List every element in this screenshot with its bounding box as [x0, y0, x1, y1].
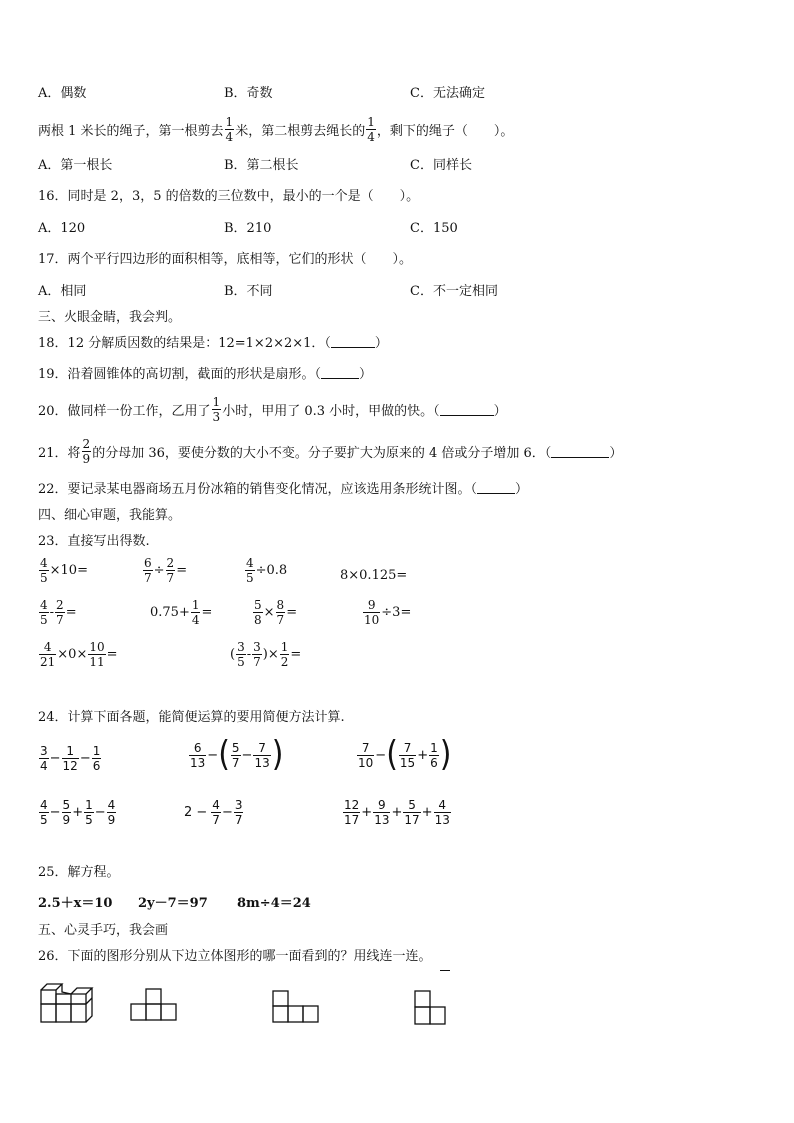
view-figure-1: [130, 988, 178, 1022]
q15-options: [38, 150, 472, 176]
question-20: 20．做同样一份工作，乙用了 $\frac{1}{3}$ 小时，甲用了 0.3 小时，甲做的快。（ ）: [38, 394, 507, 424]
calc-item: $\frac{6}{7}$ ÷ $\frac{2}{7}$ =: [144, 556, 188, 585]
fraction: $\frac{1}{3}$: [212, 394, 221, 424]
question-25: 25．解方程。: [38, 864, 120, 880]
answer-blank[interactable]: [321, 366, 359, 379]
question-24: 24．计算下面各题，能简便运算的要用简便方法计算.: [38, 709, 345, 725]
option-a[interactable]: A．偶数: [38, 85, 87, 101]
question-18: 18．12 分解质因数的结果是：12=1×2×2×1．（ ）: [38, 335, 388, 351]
q15-text-3: ，剩下的绳子（ ）。: [376, 123, 514, 139]
calc-item: $\frac{4}{21}$ ×0× $\frac{10}{11}$ =: [40, 640, 118, 669]
q16-options: [38, 213, 458, 239]
option-b[interactable]: B．奇数: [224, 85, 273, 101]
q25-equations: [38, 888, 311, 914]
option-b[interactable]: B．第二根长: [224, 157, 299, 173]
calc-item: 0.75+ $\frac{1}{4}$ =: [150, 598, 213, 627]
answer-blank[interactable]: [551, 445, 609, 458]
solid-figure: [40, 982, 102, 1024]
section-3-heading: 三、火眼金睛，我会判。: [38, 309, 182, 325]
question-19: 19．沿着圆锥体的高切割，截面的形状是扇形。（ ）: [38, 366, 373, 382]
question-23: 23．直接写出得数.: [38, 533, 150, 549]
fraction: $\frac{1}{4}$: [367, 114, 375, 144]
stray-mark: [440, 970, 450, 971]
calc-expression: $\frac{7}{10}$ − ( $\frac{7}{15}$ + $\frac{1}{6}$ ): [358, 734, 452, 775]
answer-blank[interactable]: [440, 403, 494, 416]
question-15: [38, 114, 513, 144]
calc-expression: $\frac{12}{17}$ + $\frac{9}{13}$ + $\frac{5}{17}$ + $\frac{4}{13}$: [344, 798, 450, 827]
view-figure-2: [272, 990, 320, 1024]
section-5-heading: 五、心灵手巧，我会画: [38, 922, 169, 938]
option-b[interactable]: B．210: [224, 220, 272, 236]
calc-item: $\frac{4}{5}$ ÷0.8: [246, 556, 288, 585]
fraction: $\frac{2}{9}$: [82, 436, 91, 466]
calc-expression: $\frac{3}{4}$ − $\frac{1}{12}$ − $\frac{1}{6}$: [40, 744, 101, 773]
option-c[interactable]: C．无法确定: [410, 85, 485, 101]
option-a[interactable]: A．120: [38, 220, 86, 236]
calc-item: ( $\frac{3}{5}$ - $\frac{3}{7}$ )× $\frac{1}{2}$ =: [230, 640, 302, 669]
view-figure-3: [414, 990, 448, 1026]
question-21: 21．将 $\frac{2}{9}$ 的分母加 36，要使分数的大小不变。分子要扩大为原来的 4 倍或分子增加 6．（ ）: [38, 436, 623, 466]
equation: 2.5＋x＝10: [38, 895, 113, 911]
calc-expression: $\frac{6}{13}$ − ( $\frac{5}{7}$ − $\frac{7}{13}$ ): [190, 734, 284, 775]
question-22: 22．要记录某电器商场五月份冰箱的销售变化情况，应该选用条形统计图。（ ）: [38, 481, 529, 497]
option-c[interactable]: C．同样长: [410, 157, 472, 173]
section-4-heading: 四、细心审题，我能算。: [38, 507, 182, 523]
q15-text-2: 米，第二根剪去绳长的: [235, 123, 366, 139]
q14-options: [38, 78, 485, 104]
question-16: [38, 181, 419, 207]
option-c[interactable]: C．不一定相同: [410, 283, 498, 299]
answer-blank[interactable]: [477, 481, 515, 494]
equation: 2y－7＝97: [138, 895, 208, 911]
calc-expression: 2 − $\frac{4}{7}$ − $\frac{3}{7}$: [184, 798, 243, 827]
calc-expression: $\frac{4}{5}$ − $\frac{5}{9}$ + $\frac{1}{5}$ − $\frac{4}{9}$: [40, 798, 116, 827]
question-26: 26．下面的图形分别从下边立体图形的哪一面看到的？用线连一连。: [38, 948, 432, 964]
equation: 8m÷4＝24: [237, 895, 311, 911]
calc-item: $\frac{5}{8}$ × $\frac{8}{7}$ =: [254, 598, 298, 627]
q15-text-1: 两根 1 米长的绳子，第一根剪去: [38, 123, 224, 139]
option-a[interactable]: A．相同: [38, 283, 87, 299]
option-a[interactable]: A．第一根长: [38, 157, 113, 173]
calc-item: $\frac{9}{10}$ ÷3=: [364, 598, 412, 627]
fraction: $\frac{1}{4}$: [225, 114, 234, 144]
calc-item: $\frac{4}{5}$ ×10=: [40, 556, 88, 585]
question-17: [38, 244, 412, 270]
q16-text: 16．同时是 2，3，5 的倍数的三位数中，最小的一个是（ ）。: [38, 188, 420, 204]
calc-item: $\frac{4}{5}$ - $\frac{2}{7}$ =: [40, 598, 77, 627]
option-b[interactable]: B．不同: [224, 283, 273, 299]
q17-text: 17．两个平行四边形的面积相等，底相等，它们的形状（ ）。: [38, 251, 413, 267]
calc-item: 8×0.125=: [340, 568, 408, 583]
q17-options: [38, 276, 498, 302]
answer-blank[interactable]: [331, 335, 375, 348]
option-c[interactable]: C．150: [410, 220, 458, 236]
